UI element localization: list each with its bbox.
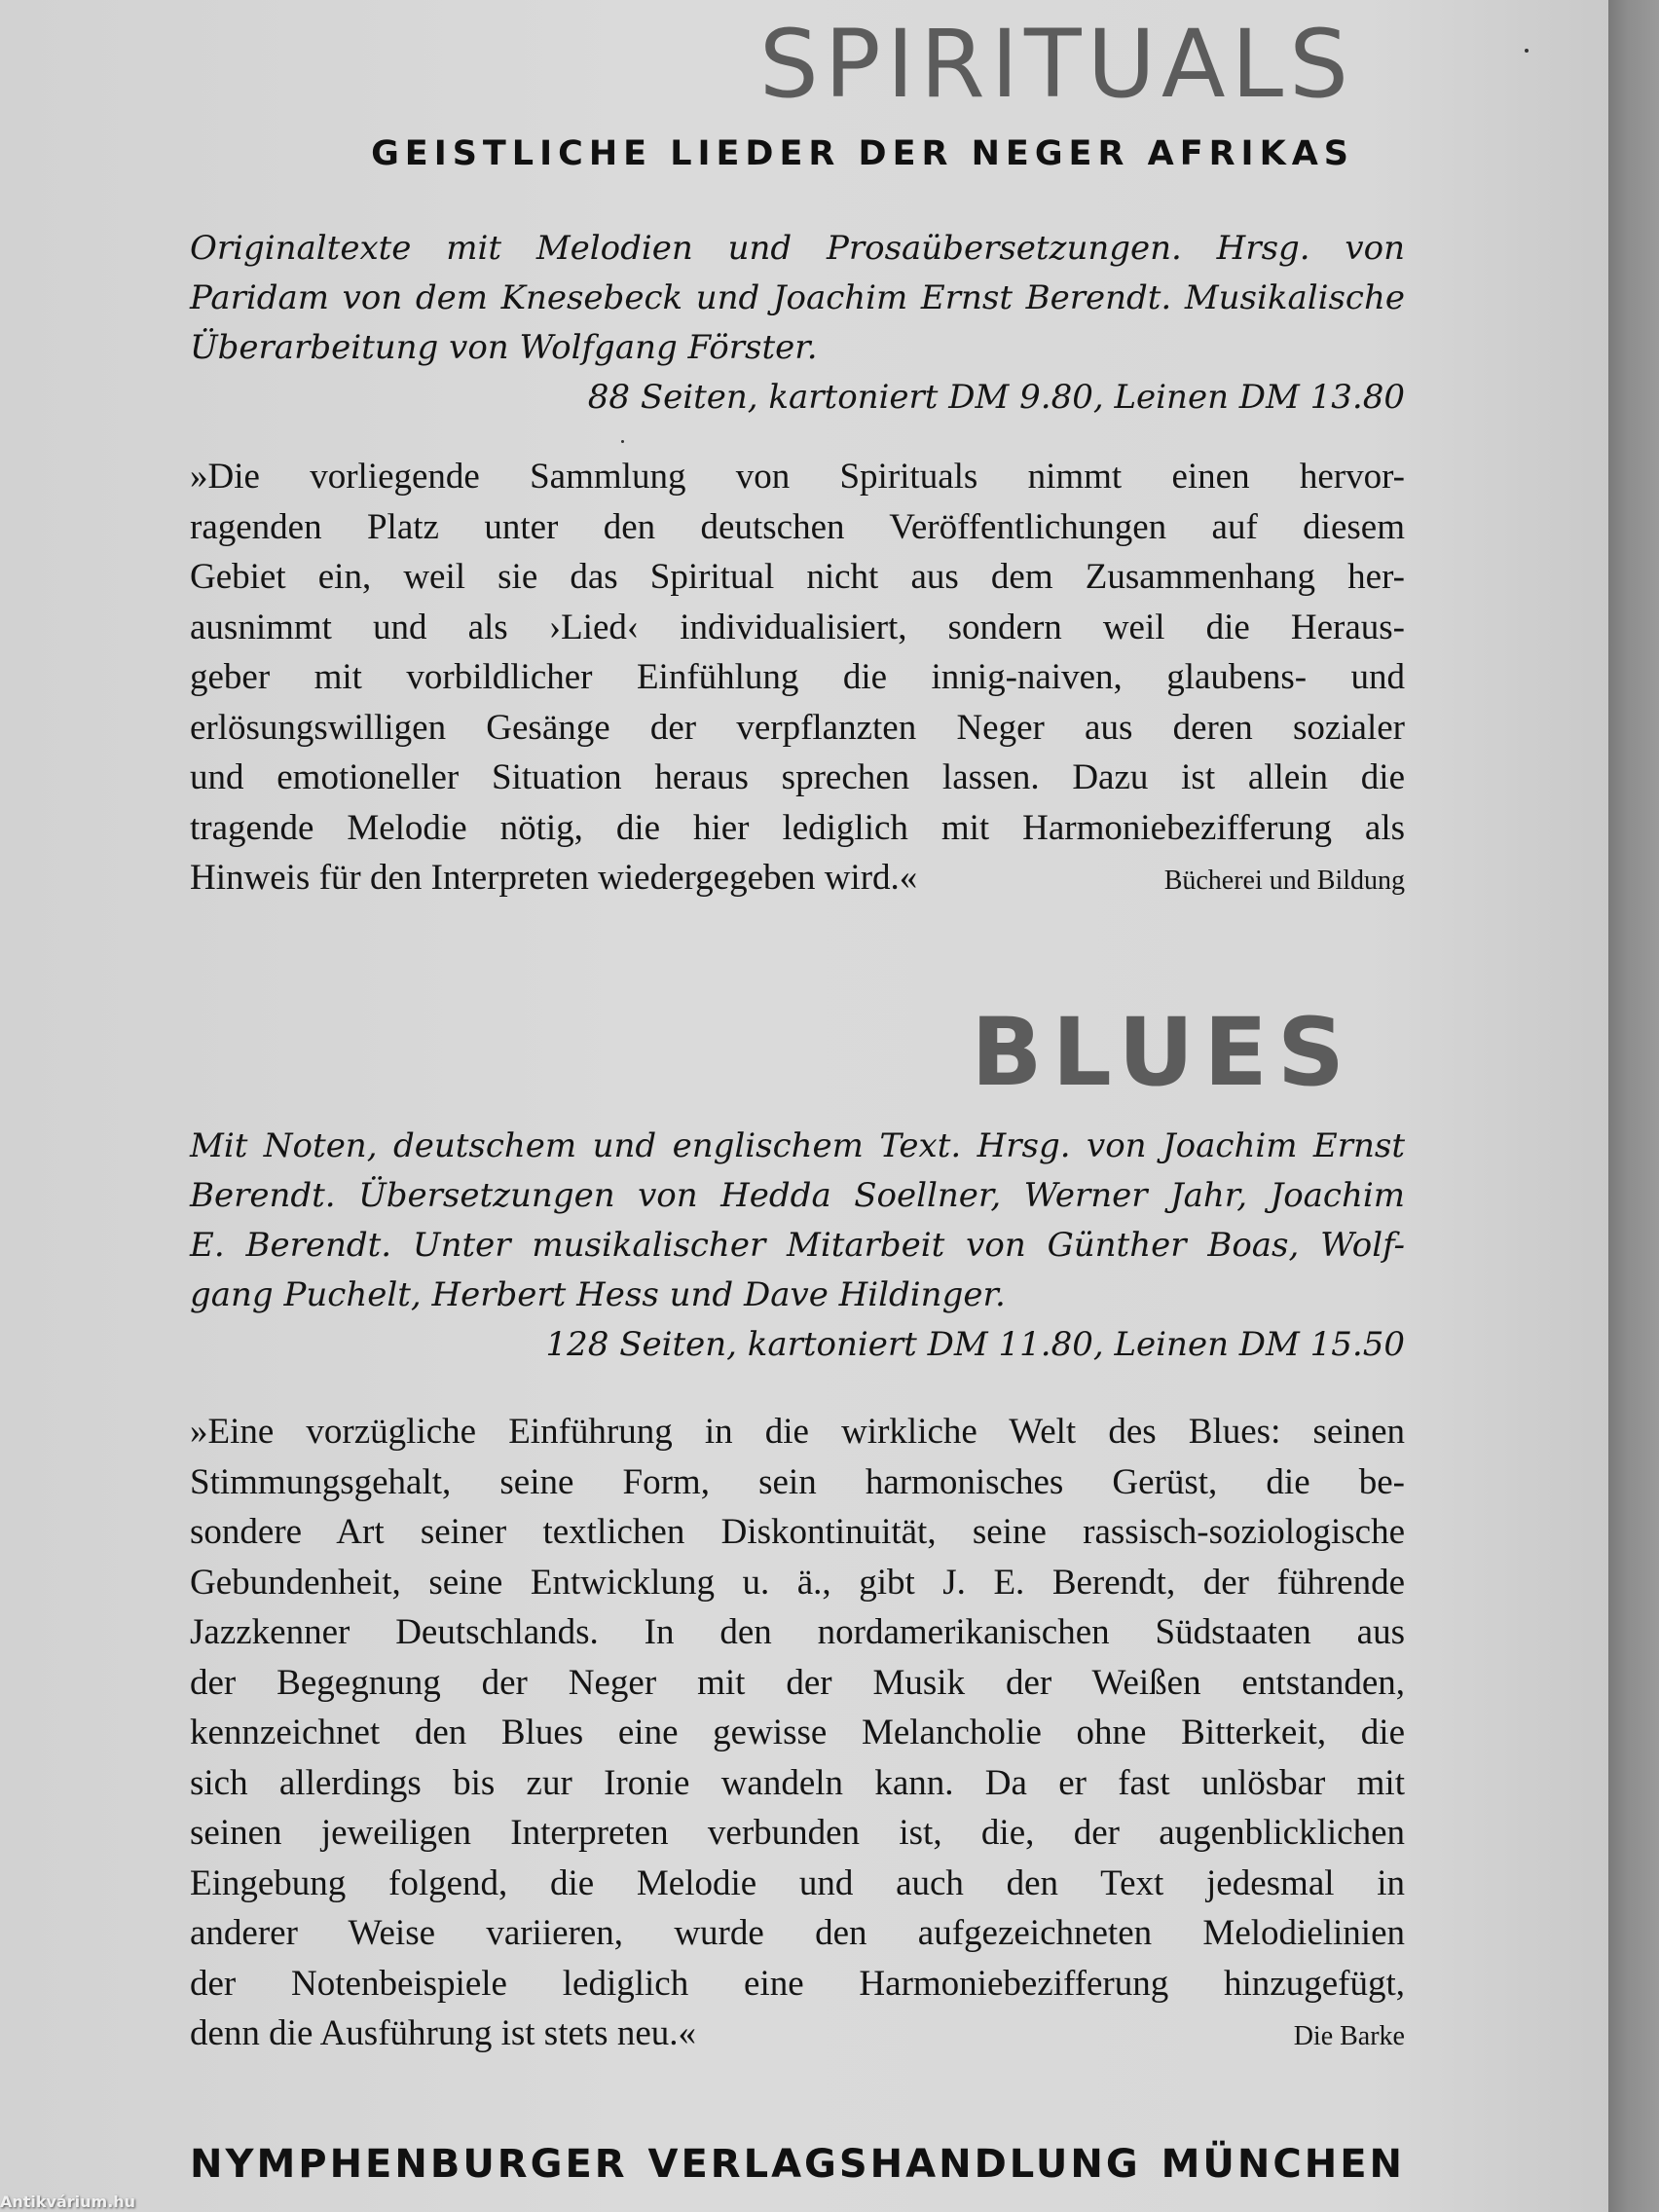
review-line: ausnimmt und als ›Lied‹ individualisiert, sondern weil die Heraus-: [190, 607, 1405, 647]
review-line: tragende Melodie nötig, die hier lediglich mit Harmoniebezifferung als: [190, 807, 1405, 848]
review-line: Stimmungsgehalt, seine Form, sein harmonisches Gerüst, die be-: [190, 1461, 1405, 1502]
review-line: kennzeichnet den Blues eine gewisse Melancholie ohne Bitterkeit, die: [190, 1713, 1405, 1752]
blues-price: 128 Seiten, kartoniert DM 11.80, Leinen DM 15.50: [545, 1325, 1405, 1364]
description-line: E. Berendt. Unter musikalischer Mitarbeit von Günther Boas, Wolf-: [190, 1226, 1405, 1265]
review-line: der Begegnung der Neger mit der Musik der Weißen entstanden,: [190, 1662, 1405, 1703]
blues-review: [190, 1407, 1405, 2062]
blues-description: [190, 1122, 1405, 1370]
review-line: sondere Art seiner textlichen Diskontinuität, seine rassisch-soziologische: [190, 1512, 1405, 1552]
review-last-line: [190, 2009, 1405, 2062]
description-line: Mit Noten, deutschem und englischem Text. Hrsg. von Joachim Ernst: [190, 1126, 1405, 1165]
publisher-footer: NYMPHENBURGER VERLAGSHANDLUNG MÜNCHEN: [190, 2142, 1405, 2187]
review-line: »Eine vorzügliche Einführung in die wirkliche Welt des Blues: seinen: [190, 1412, 1405, 1452]
review-line: der Notenbeispiele lediglich eine Harmoniebezifferung hinzugefügt,: [190, 1963, 1405, 2004]
description-line: Überarbeitung von Wolfgang Förster.: [190, 328, 818, 367]
review-line: denn die Ausführung ist stets neu.«: [190, 2013, 697, 2053]
review-line: seinen jeweiligen Interpreten verbunden ist, die, der augenblicklichen: [190, 1813, 1405, 1853]
review-line: Gebundenheit, seine Entwicklung u. ä., gibt J. E. Berendt, der führende: [190, 1562, 1405, 1603]
review-line: Hinweis für den Interpreten wiedergegeben wird.«: [190, 858, 918, 898]
description-line: Berendt. Übersetzungen von Hedda Soellner, Werner Jahr, Joachim: [190, 1176, 1405, 1215]
review-source: Die Barke: [1293, 2021, 1405, 2051]
book-gutter-shadow: [1608, 0, 1659, 2212]
review-source: Bücherei und Bildung: [1163, 866, 1405, 896]
review-line: und emotioneller Situation heraus sprechen lassen. Dazu ist allein die: [190, 757, 1405, 797]
description-line: Paridam von dem Knesebeck und Joachim Ernst Berendt. Musikalische: [190, 278, 1405, 317]
watermark: Antikvárium.hu: [0, 2193, 136, 2211]
review-line: Jazzkenner Deutschlands. In den nordamerikanischen Südstaaten aus: [190, 1612, 1405, 1652]
description-line: Originaltexte mit Melodien und Prosaübersetzungen. Hrsg. von: [190, 229, 1405, 268]
review-line: ragenden Platz unter den deutschen Veröffentlichungen auf diesem: [190, 506, 1405, 547]
review-line: sich allerdings bis zur Ironie wandeln kann. Da er fast unlösbar mit: [190, 1762, 1405, 1803]
spirituals-price: 88 Seiten, kartoniert DM 9.80, Leinen DM 13.80: [587, 378, 1405, 417]
review-line: geber mit vorbildlicher Einfühlung die innig-naiven, glaubens- und: [190, 657, 1405, 697]
review-line: erlösungswilligen Gesänge der verpflanzten Neger aus deren sozialer: [190, 707, 1405, 748]
spirituals-title: SPIRITUALS: [758, 10, 1354, 119]
spirituals-subtitle: GEISTLICHE LIEDER DER NEGER AFRIKAS: [371, 134, 1354, 173]
description-line: gang Puchelt, Herbert Hess und Dave Hildinger.: [190, 1275, 1006, 1314]
spirituals-review: [190, 452, 1405, 906]
paper-speck: [621, 440, 624, 443]
review-line: anderer Weise variieren, wurde den aufgezeichneten Melodielinien: [190, 1913, 1405, 1953]
review-last-line: [190, 853, 1405, 906]
review-line: »Die vorliegende Sammlung von Spirituals nimmt einen hervor-: [190, 457, 1405, 497]
blues-title: BLUES: [971, 998, 1354, 1107]
review-line: Gebiet ein, weil sie das Spiritual nicht aus dem Zusammenhang her-: [190, 557, 1405, 597]
paper-speck: [1525, 49, 1529, 53]
spirituals-description: [190, 224, 1405, 423]
review-line: Eingebung folgend, die Melodie und auch den Text jedesmal in: [190, 1862, 1405, 1903]
